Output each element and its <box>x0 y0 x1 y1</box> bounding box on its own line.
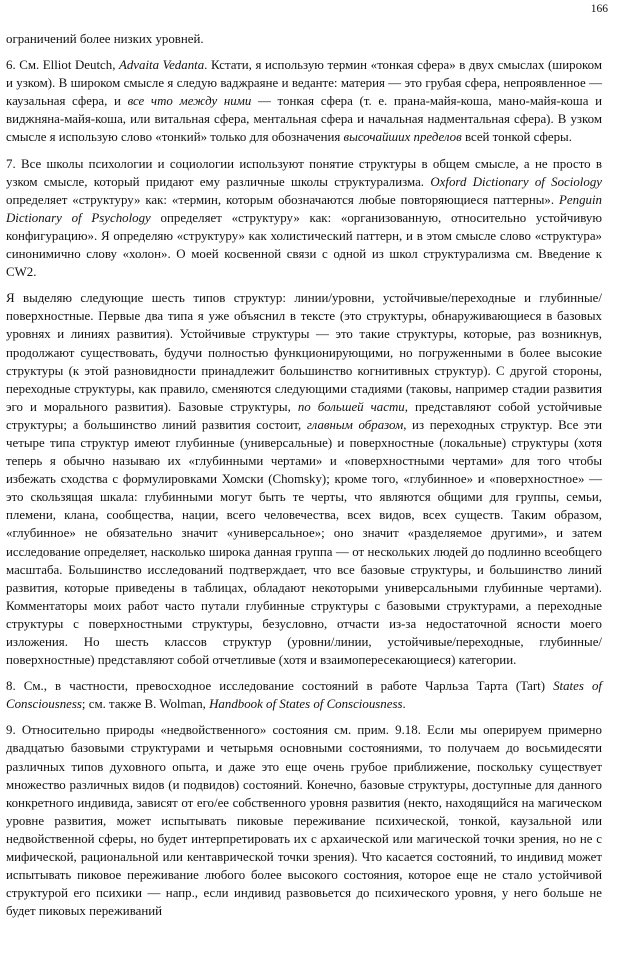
italic-text-run: главным образом <box>306 417 404 432</box>
italic-text-run: Handbook of States of Consciousness <box>209 697 403 712</box>
italic-text-run: все что между ними <box>127 94 252 109</box>
italic-text-run: Penguin Dictionary of Psychology <box>6 192 602 225</box>
text-run: , представляют собой устойчивые структуры; а большинство линий развития состоит, <box>6 399 603 432</box>
text-run: 9. Относительно природы «недвойственного» состояния см. прим. 9.18. Если мы оперируем примерно двадцатью базовыми структурами и четырьмя основными состояниями, то получаем до восьмидесяти различных типов духовного опыта, и даже это еще очень грубое приближение, поскольку существует множество различных видов (и подвидов) состояний. Конечно, базовые структуры, доступные для данного конкретного индивида, зависят от его/ее собственного уровня развития (некто, находящийся на магическом уровне развития, может испытывать пиковые переживание психической, тонкой, каузальной или недвойственной сферы, но будет интерпретировать их с архаической или магической точки зрения, но не с мифической, рациональной или кентаврической точки зрения). Что касается состояний, то индивид может испытывать пиковое переживание любого более высокого состояния, которое еще не стало устойчивой структурой его психики — напр., если индивид развовьется до психического уровня, у него больше не будет пиковых переживаний <box>6 723 602 919</box>
note-paragraph <box>6 677 602 713</box>
text-run: определяет «структуру» как: «организованную, относительно устойчивую конфигурацию». Я определяю «структуру» как холистический паттерн, и в этом смысле слово «структура» синонимично слову «холон». О моей косвенной связи с одной из школ структурализма см. Введение к CW2. <box>6 210 602 280</box>
text-run: , из переходных структур. Все эти четыре типа структур имеют глубинные (универсальные) и поверхностные (локальные) структуры (хотя теперь я обычно называю их «глубинными чертами» и «поверхностными чертами» для того чтобы избежать сходства с формулировками Хомски (Chomsky); кроме того, «глубинное» и «поверхностное» — это скользящая шкала: глубинными могут быть те черты, что являются общими для группы, семьи, племени, клана, сообщества, нации, всего человечества, всех видов, всех существ. Таким образом, «глубинное» не обязательно значит «универсальное»; оно значит «разделяемое другими», и затем исследование определяет, насколько широка данная группа — от нескольких людей до подлинно всеобщего масштаба. Большинство исследований подтверждает, что все базовые структуры, и большинство линий развития, которые приведены в таблицах, обладают некоторыми универсальными глубинные чертами). Комментаторы моих работ часто путали глубинные структуры с базовыми структурами, а переходные структуры с поверхностными структуры, безусловно, отчасти из-за недостаточной ясности моего изложения. Но шесть классов структур (уровни/линии, устойчивые/переходные, глубинные/поверхностные) представляют собой отчетливые (хотя и взаимопересекающиеся) категории. <box>6 417 602 668</box>
text-run: . Кстати, я использую термин «тонкая сфера» в двух смыслах (широком и узком). В широком смысле я следую ваджраяне и веданте: материя — это грубая сфера, непроявленное — каузальная сфера, и <box>6 58 602 109</box>
text-run: 7. Все школы психологии и социологии используют понятие структуры в общем смысле, а не просто в узком смысле, который придают ему различные школы структурализма. <box>6 156 602 189</box>
note-paragraph <box>6 56 602 146</box>
italic-text-run: Oxford Dictionary of Sociology <box>430 174 603 189</box>
text-run: . <box>402 697 406 712</box>
italic-text-run: по большей части <box>297 399 405 414</box>
page-number: 166 <box>590 3 608 15</box>
italic-text-run: Advaita Vedanta <box>118 58 205 73</box>
text-run: — тонкая сфера (т. е. прана-майя-коша, мано-майя-коша и виджняна-майя-коша, или витальная сфера, ментальная сфера и начальная надментальная сфера). В узком смысле я использую слово «тонкий» только для обозначения <box>6 94 602 145</box>
text-run: ; см. также B. Wolman, <box>81 697 210 712</box>
text-run: всей тонкой сферы. <box>461 130 572 145</box>
document-body <box>6 30 602 928</box>
italic-text-run: States of Consciousness <box>6 679 602 712</box>
note-paragraph <box>6 721 602 920</box>
text-run: определяет «структуру» как: «термин, которым обозначаются любые повторяющиеся паттерны». <box>6 192 560 207</box>
text-run: ограничений более низких уровней. <box>6 32 204 46</box>
italic-text-run: высочайших пределов <box>343 130 462 145</box>
text-run: Я выделяю следующие шесть типов структур: линии/уровни, устойчивые/переходные и глубинные/поверхностные. Первые два типа я уже объяснил в тексте (это структуры, обнаруживающиеся в базовых уровнях и линиях развития). Устойчивые структуры — это такие структуры, которые, раз возникнув, продолжают существовать, будучи полностью функционирующими, но погруженными в более высокие структуры (к этой разновидности принадлежит большинство когнитивных структур). С другой стороны, переходные структуры, как правило, сменяются следующими стадиями (таковы, например стадии развития эго и морального развития). Базовые структуры, <box>6 291 602 414</box>
note-paragraph <box>6 30 602 48</box>
text-run: 6. См. Elliot Deutch, <box>6 58 119 73</box>
note-paragraph <box>6 289 602 669</box>
text-run: 8. См., в частности, превосходное исследование состояний в работе Чарльза Тарта (Tart) <box>6 679 554 694</box>
note-paragraph <box>6 155 602 282</box>
